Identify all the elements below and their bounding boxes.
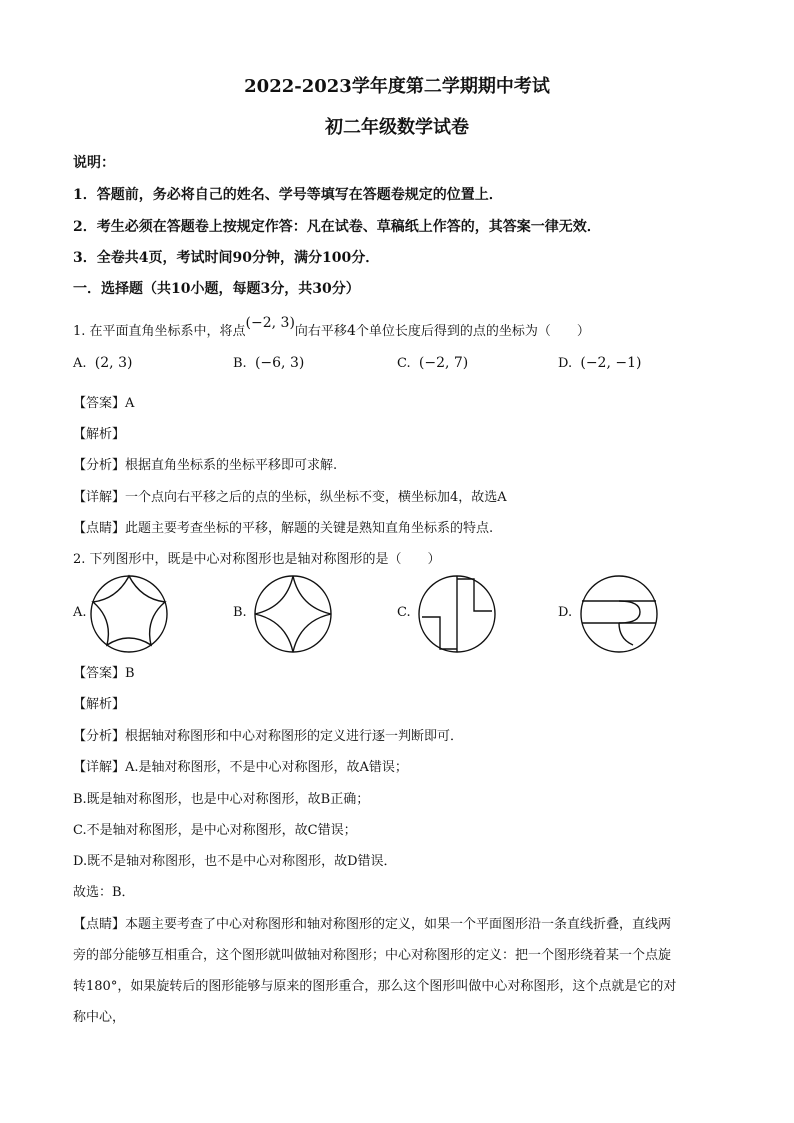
q2-dianjing-1: 【点睛】本题主要考查了中心对称图形和轴对称图形的定义，如果一个平面图形沿一条直线折叠，直线两 [73,917,672,932]
q2-figure-d[interactable] [578,573,660,655]
q2-line-b: B.既是轴对称图形，也是中心对称图形，故B正确； [73,792,370,807]
q2-stem: 2. 下列图形中，既是中心对称图形也是轴对称图形的是（ ） [73,552,441,567]
q1-stem-part-a: 1. 在平面直角坐标系中，将点 [73,324,246,339]
option-letter: C. [397,356,411,371]
q2-dianjing-4: 称中心， [73,1010,126,1025]
option-value: (−2, −1) [580,355,642,371]
q2-fenxi: 【分析】根据轴对称图形和中心对称图形的定义进行逐一判断即可． [73,729,464,744]
exam-subtitle: 初二年级数学试卷 [325,117,469,138]
instruction-item-3: 3．全卷共4页，考试时间90分钟，满分100分． [73,250,380,266]
q2-line-d: D.既不是轴对称图形，也不是中心对称图形，故D错误． [73,854,397,869]
q2-line-c: C.不是轴对称图形，是中心对称图形，故C错误； [73,823,357,838]
q1-answer: 【答案】A [73,396,135,411]
q2-figure-b[interactable] [252,573,334,655]
q1-option-c[interactable] [397,355,468,371]
q2-option-c-letter[interactable]: C. [397,605,411,620]
q1-stem-part-c: 个单位长度后得到的点的坐标为（ ） [355,324,590,339]
q1-option-d[interactable] [558,355,641,371]
q1-number: 4 [346,323,356,339]
q2-dianjing-3: 转180°，如果旋转后的图形能够与原来的图形重合，那么这个图形叫做中心对称图形，这个点就是它的对 [73,979,677,994]
option-letter: A. [73,356,87,371]
q2-dianjing-2: 旁的部分能够互相重合，这个图形就叫做轴对称图形；中心对称图形的定义：把一个图形绕着某一个点旋 [73,948,672,963]
exam-title: 2022-2023学年度第二学期期中考试 [244,76,550,97]
q2-figure-a[interactable] [88,573,170,655]
q2-figure-c[interactable] [416,573,498,655]
q1-fenxi: 【分析】根据直角坐标系的坐标平移即可求解. [73,458,338,473]
q2-analysis-label: 【解析】 [73,697,126,712]
option-letter: D. [558,356,573,371]
q1-option-a[interactable] [73,355,132,371]
q1-stem [73,315,590,339]
q1-dianjing: 【点睛】此题主要考查坐标的平移，解题的关键是熟知直角坐标系的特点. [73,521,494,536]
q1-analysis-label: 【解析】 [73,427,126,442]
q2-option-a-letter[interactable]: A. [73,605,87,620]
option-value: (2, 3) [94,355,133,371]
instruction-item-1: 1．答题前，务必将自己的姓名、学号等填写在答题卷规定的位置上． [73,187,503,203]
q1-xiangjie: 【详解】一个点向右平移之后的点的坐标，纵坐标不变，横坐标加4，故选A [73,490,507,505]
q1-point: (−2, 3) [245,315,295,331]
q2-choice: 故选：B． [73,885,135,900]
q2-answer: 【答案】B [73,666,135,681]
option-letter: B. [233,356,247,371]
instruction-item-2: 2．考生必须在答题卷上按规定作答：凡在试卷、草稿纸上作答的，其答案一律无效． [73,219,601,235]
option-value: (−6, 3) [254,355,305,371]
q2-option-d-letter[interactable]: D. [558,605,573,620]
section-title: 一．选择题（共10小题，每题3分，共30分） [73,281,360,297]
q1-stem-part-b: 向右平移 [294,324,347,339]
q1-option-b[interactable] [233,355,304,371]
instructions-label: 说明： [73,155,115,171]
option-value: (−2, 7) [418,355,469,371]
q2-xiangjie: 【详解】A.是轴对称图形，不是中心对称图形，故A错误； [73,760,408,775]
q2-option-b-letter[interactable]: B. [233,605,247,620]
